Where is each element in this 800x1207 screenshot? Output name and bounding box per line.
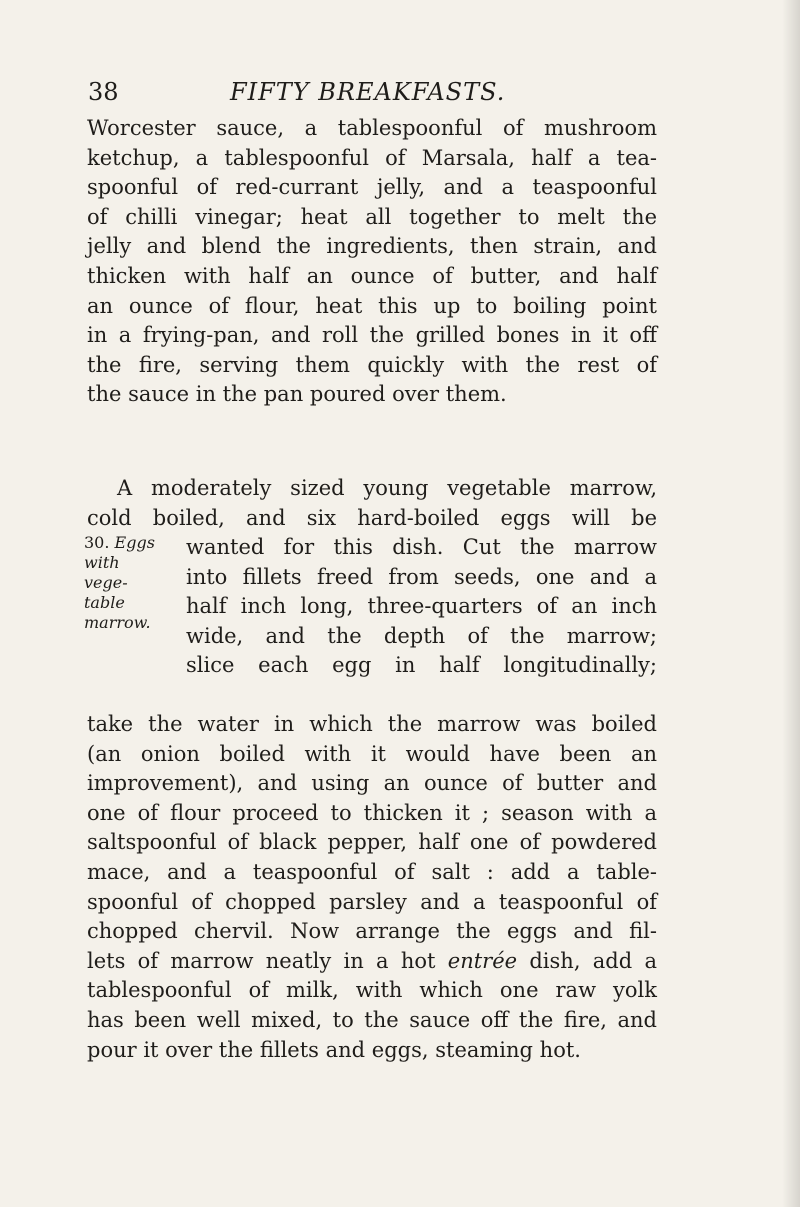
text-line-entree [87, 947, 657, 977]
text-line: has been well mixed, to the sauce off the fire, and [87, 1007, 657, 1032]
text-line: wanted for this dish. Cut the marrow [186, 535, 657, 559]
text-line: ketchup, a tablespoonful of Marsala, half a tea- [87, 145, 657, 170]
text-line: slice each egg in half longitudinally; [186, 653, 657, 678]
paragraph-2-body [87, 710, 657, 1065]
text-line: of chilli vinegar; heat all together to melt the [87, 204, 657, 229]
text-line: thicken with half an ounce of butter, and half [87, 263, 657, 288]
text-line: cold boiled, and six hard-boiled eggs will be [87, 505, 657, 530]
text-line: the fire, serving them quickly with the rest of [87, 352, 657, 377]
text-line: one of flour proceed to thicken it ; season with a [87, 800, 657, 825]
text-line: tablespoonful of milk, with which one raw yolk [87, 978, 657, 1003]
text-line: take the water in which the marrow was boiled [87, 712, 657, 736]
text-line: into fillets freed from seeds, one and a [186, 564, 657, 589]
recipe-sidenote [84, 533, 168, 633]
sidenote-line: with [84, 553, 120, 572]
text-line: spoonful of chopped parsley and a teaspoonful of [87, 889, 657, 914]
paragraph-2-inset [186, 533, 657, 681]
text-fragment: lets of marrow neatly in a hot [87, 948, 436, 973]
recipe-number: 30. [84, 533, 110, 552]
paragraph-1 [87, 114, 657, 410]
paragraph-2-opening [87, 474, 657, 533]
text-line: chopped chervil. Now arrange the eggs and fil- [87, 919, 657, 944]
page-number: 38 [88, 78, 119, 106]
text-line: an ounce of flour, heat this up to boiling point [87, 293, 657, 318]
page-edge-shadow [782, 0, 800, 1207]
text-line: A moderately sized young vegetable marrow, [117, 476, 657, 500]
sidenote-line: Eggs [114, 533, 155, 552]
running-title: FIFTY BREAKFASTS. [230, 78, 506, 106]
text-line: half inch long, three-quarters of an inch [186, 594, 657, 619]
entree-word: entrée [447, 948, 518, 973]
text-fragment: dish, add a [529, 948, 657, 973]
text-line: mace, and a teaspoonful of salt : add a table- [87, 859, 657, 884]
sidenote-line: table [84, 593, 125, 612]
text-line: spoonful of red-currant jelly, and a teaspoonful [87, 175, 657, 200]
sidenote-line: marrow. [84, 613, 151, 632]
text-line: (an onion boiled with it would have been an [87, 741, 657, 766]
text-line: jelly and blend the ingredients, then strain, and [87, 234, 657, 259]
text-line: wide, and the depth of the marrow; [186, 623, 657, 648]
text-line: saltspoonful of black pepper, half one of powdered [87, 830, 657, 855]
text-line: improvement), and using an ounce of butter and [87, 771, 657, 796]
sidenote-line: vege- [84, 573, 128, 592]
text-line: the sauce in the pan poured over them. [87, 382, 507, 407]
text-line: in a frying-pan, and roll the grilled bones in it off [87, 323, 657, 348]
page-header [88, 77, 648, 111]
text-line: Worcester sauce, a tablespoonful of mushroom [87, 116, 657, 140]
sidenote-heading [84, 533, 168, 553]
text-line: pour it over the fillets and eggs, steaming hot. [87, 1037, 581, 1062]
